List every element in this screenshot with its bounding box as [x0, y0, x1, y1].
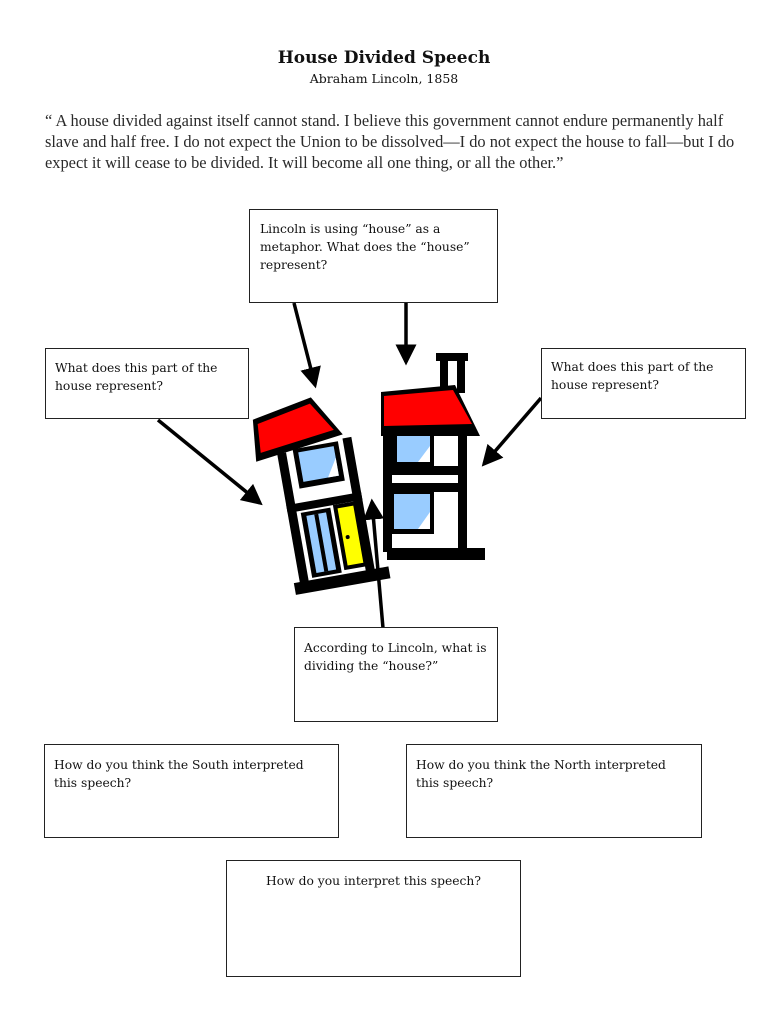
dividing-question-text: According to Lincoln, what is dividing the “house?” — [304, 641, 487, 673]
right-part-question-box[interactable] — [541, 348, 746, 419]
arrow-metaphor-left — [294, 303, 315, 385]
page-subtitle: Abraham Lincoln, 1858 — [309, 71, 459, 86]
interpret-question-box[interactable] — [226, 860, 521, 977]
right-house-clipart — [381, 353, 485, 560]
dividing-question-box[interactable] — [294, 627, 498, 722]
north-question-box[interactable] — [406, 744, 702, 838]
left-part-question-box[interactable] — [45, 348, 249, 419]
left-part-question-text: What does this part of the house represent? — [55, 361, 218, 393]
interpret-question-text: How do you interpret this speech? — [266, 874, 481, 888]
page-title: House Divided Speech — [277, 48, 491, 68]
speech-quote: “ A house divided against itself cannot stand. I believe this government cannot endure permanently half slave and half free. I do not expect the Union to be dissolved—I do not expect the house to fall—but I do expect it will cease to be divided. It will become all one thing, or all the other.” — [45, 111, 735, 172]
arrow-right-part — [484, 398, 541, 464]
right-part-question-text: What does this part of the house represent? — [551, 360, 714, 392]
north-question-text: How do you think the North interpreted this speech? — [416, 758, 666, 790]
metaphor-question-text: Lincoln is using “house” as a metaphor. What does the “house” represent? — [260, 222, 470, 272]
south-question-text: How do you think the South interpreted this speech? — [54, 758, 304, 790]
arrow-left-part — [158, 420, 260, 503]
metaphor-question-box[interactable] — [249, 209, 498, 303]
left-house-clipart — [247, 389, 391, 598]
south-question-box[interactable] — [44, 744, 339, 838]
